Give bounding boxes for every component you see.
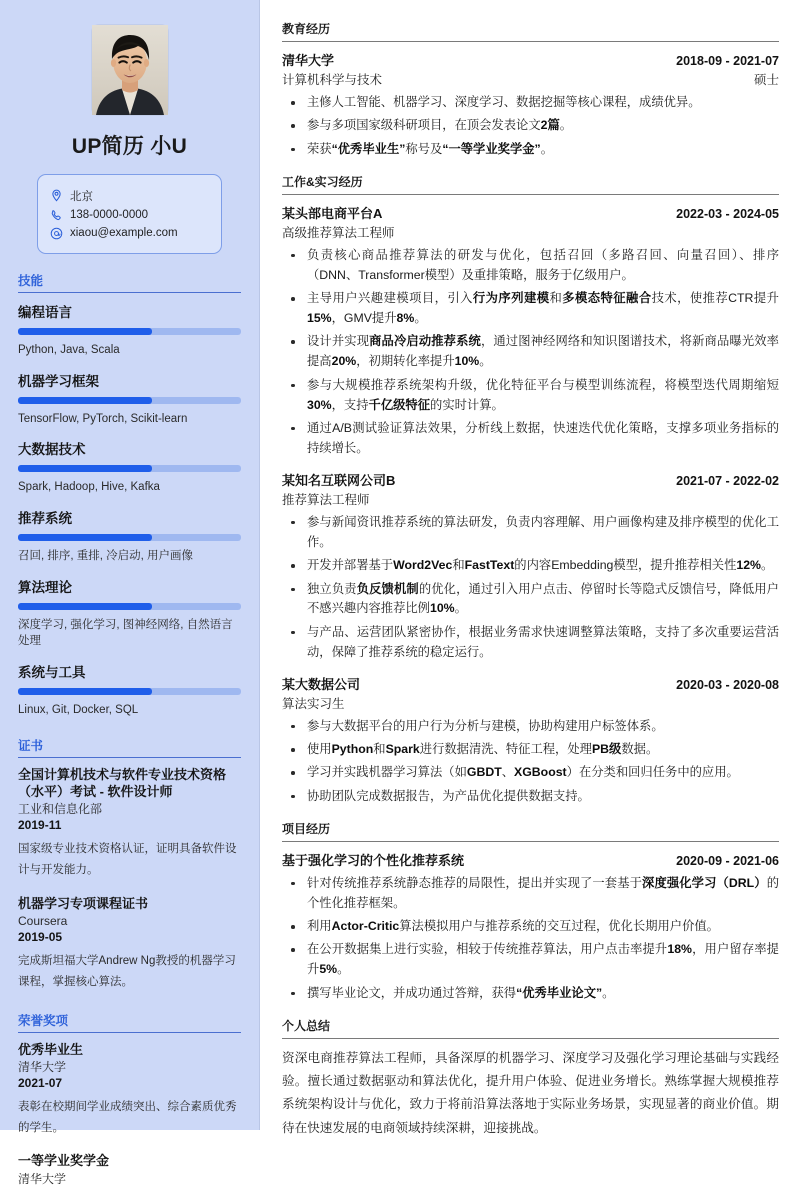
bullet-item: 参与大规模推荐系统架构升级，优化特征平台与模型训练流程，将模型迭代周期缩短30%，支持千亿级特征的实时计算。 bbox=[282, 376, 779, 416]
entry-subheader bbox=[282, 223, 779, 241]
entry-bullets bbox=[282, 93, 779, 160]
skill-bar-fill bbox=[18, 688, 152, 695]
entry-bullets bbox=[282, 513, 779, 663]
skill-item bbox=[18, 301, 241, 359]
skill-items: 深度学习, 强化学习, 图神经网络, 自然语言处理 bbox=[18, 618, 233, 648]
contact-location-value: 北京 bbox=[70, 190, 93, 203]
skill-bar-fill bbox=[18, 603, 152, 610]
work-section bbox=[282, 173, 779, 807]
email-icon bbox=[50, 227, 63, 240]
bullet-item: 参与新闻资讯推荐系统的算法研发，负责内容理解、用户画像构建及排序模型的优化工作。 bbox=[282, 513, 779, 553]
certificate-desc: 国家级专业技术资格认证，证明具备软件设计与开发能力。 bbox=[18, 843, 237, 877]
entry-org: 清华大学 bbox=[282, 53, 335, 68]
certificate-date: 2019-05 bbox=[18, 930, 63, 945]
skill-name: 大数据技术 bbox=[18, 442, 86, 458]
projects-section bbox=[282, 820, 779, 1004]
bullet-item: 负责核心商品推荐算法的研发与优化，包括召回（多路召回、向量召回）、排序（DNN、Transformer模型）及重排策略，服务于亿级用户。 bbox=[282, 246, 779, 286]
skill-bar bbox=[18, 603, 241, 610]
entry-subheader bbox=[282, 694, 779, 712]
skill-bar bbox=[18, 328, 241, 335]
education-heading: 教育经历 bbox=[282, 20, 779, 42]
skill-bar bbox=[18, 397, 241, 404]
entry-header bbox=[282, 850, 779, 869]
certificate-item bbox=[18, 895, 241, 994]
entry-header bbox=[282, 50, 779, 69]
work-entry bbox=[282, 674, 779, 807]
entry-role: 计算机科学与技术 bbox=[282, 73, 383, 87]
bullet-item: 参与大数据平台的用户行为分析与建模，协助构建用户标签体系。 bbox=[282, 717, 779, 737]
profile-name: UP简历 小U bbox=[71, 135, 188, 158]
certificates-heading: 证书 bbox=[18, 736, 241, 758]
certificate-date: 2019-11 bbox=[18, 818, 62, 833]
contact-phone bbox=[50, 206, 209, 224]
skills-list bbox=[18, 301, 241, 719]
bullet-item: 荣获“优秀毕业生”称号及“一等学业奖学金”。 bbox=[282, 140, 779, 160]
awards-section bbox=[18, 1011, 241, 1187]
summary-heading: 个人总结 bbox=[282, 1017, 779, 1039]
work-entry bbox=[282, 203, 779, 459]
skill-item bbox=[18, 438, 241, 496]
entry-header bbox=[282, 470, 779, 489]
skills-section bbox=[18, 271, 241, 719]
bullet-item: 参与多项国家级科研项目，在顶会发表论文2篇。 bbox=[282, 116, 779, 136]
contact-phone-value: 138-0000-0000 bbox=[70, 209, 149, 221]
bullet-item: 针对传统推荐系统静态推荐的局限性，提出并实现了一套基于深度强化学习（DRL）的个性化推荐框架。 bbox=[282, 874, 779, 914]
skill-name: 系统与工具 bbox=[18, 665, 86, 681]
education-section bbox=[282, 20, 779, 160]
contact-location bbox=[50, 185, 209, 206]
sidebar bbox=[0, 0, 259, 1186]
entry-date: 2022-03 - 2024-05 bbox=[676, 206, 779, 221]
entry-org: 某头部电商平台A bbox=[282, 205, 383, 221]
entry-org: 某知名互联网公司B bbox=[282, 472, 396, 488]
certificate-desc: 完成斯坦福大学Andrew Ng教授的机器学习课程，掌握核心算法。 bbox=[18, 955, 236, 989]
bullet-item: 协助团队完成数据报告，为产品优化提供数据支持。 bbox=[282, 787, 779, 807]
skill-name: 编程语言 bbox=[18, 305, 72, 320]
skill-bar bbox=[18, 688, 241, 695]
skills-heading: 技能 bbox=[18, 271, 241, 293]
bullet-item: 使用Python和Spark进行数据清洗、特征工程，处理PB级数据。 bbox=[282, 740, 779, 760]
award-item bbox=[18, 1041, 241, 1140]
skill-bar-fill bbox=[18, 397, 152, 404]
summary-text: 资深电商推荐算法工程师，具备深厚的机器学习、深度学习及强化学习理论基础与实践经验。擅长通过数据驱动和算法优化，提升用户体验、促进业务增长。熟练掌握大规模推荐系统架构设计与优化，致力于将前沿算法落地于实际业务场景，实现显著的商业价值。期待在快速发展的电商领域持续深耕，迎接挑战。 bbox=[282, 1050, 779, 1135]
skill-items: 召回, 排序, 重排, 冷启动, 用户画像 bbox=[18, 550, 194, 563]
entry-header bbox=[282, 674, 779, 693]
contact-card bbox=[37, 174, 222, 254]
entry-org: 基于强化学习的个性化推荐系统 bbox=[282, 852, 465, 868]
award-desc: 表彰在校期间学业成绩突出、综合素质优秀的学生。 bbox=[18, 1100, 237, 1135]
profile-photo bbox=[92, 25, 168, 115]
certificate-org: 工业和信息化部 bbox=[18, 802, 103, 817]
entry-date: 2020-09 - 2021-06 bbox=[676, 853, 779, 868]
skill-items: TensorFlow, PyTorch, Scikit-learn bbox=[18, 412, 188, 425]
entry-role: 推荐算法工程师 bbox=[282, 492, 370, 507]
education-entry bbox=[282, 50, 779, 160]
entry-date: 2018-09 - 2021-07 bbox=[676, 54, 779, 68]
entry-bullets bbox=[282, 717, 779, 807]
entry-degree: 硕士 bbox=[753, 73, 779, 87]
contact-email-value: xiaou@example.com bbox=[70, 227, 178, 239]
summary-section bbox=[282, 1017, 779, 1140]
award-item bbox=[18, 1152, 241, 1186]
entry-org: 某大数据公司 bbox=[282, 676, 361, 692]
entry-header bbox=[282, 203, 779, 222]
entry-subheader bbox=[282, 490, 779, 508]
award-title: 优秀毕业生 bbox=[18, 1041, 84, 1057]
bullet-item: 与产品、运营团队紧密协作，根据业务需求快速调整算法策略，支持了多次重要运营活动，保障了推荐系统的稳定运行。 bbox=[282, 623, 779, 663]
award-org: 清华大学 bbox=[18, 1171, 67, 1186]
awards-heading: 荣誉奖项 bbox=[18, 1011, 241, 1033]
certificate-item bbox=[18, 766, 241, 882]
skill-items: Linux, Git, Docker, SQL bbox=[18, 704, 139, 717]
skill-item bbox=[18, 576, 241, 650]
skill-bar bbox=[18, 465, 241, 472]
photo-container bbox=[18, 25, 241, 115]
bullet-item: 开发并部署基于Word2Vec和FastText的内容Embedding模型，提升推荐相关性12%。 bbox=[282, 556, 779, 576]
bullet-item: 独立负责负反馈机制的优化，通过引入用户点击、停留时长等隐式反馈信号，降低用户不感兴趣内容推荐比例10%。 bbox=[282, 580, 779, 620]
award-org: 清华大学 bbox=[18, 1059, 67, 1074]
entry-subheader bbox=[282, 70, 779, 88]
bullet-item: 学习并实践机器学习算法（如GBDT、XGBoost）在分类和回归任务中的应用。 bbox=[282, 763, 779, 783]
award-title: 一等学业奖学金 bbox=[18, 1153, 110, 1169]
location-icon bbox=[50, 189, 63, 202]
bullet-item: 撰写毕业论文，并成功通过答辩，获得“优秀毕业论文”。 bbox=[282, 984, 779, 1004]
entry-date: 2020-03 - 2020-08 bbox=[676, 677, 779, 692]
certificate-title: 机器学习专项课程证书 bbox=[18, 895, 149, 911]
certificates-section bbox=[18, 736, 241, 994]
work-entry bbox=[282, 470, 779, 663]
bullet-item: 通过A/B测试验证算法效果，分析线上数据，快速迭代优化策略，支撑多项业务指标的持续增长。 bbox=[282, 419, 779, 459]
certificate-title: 全国计算机技术与软件专业技术资格（水平）考试 - 软件设计师 bbox=[18, 766, 227, 799]
award-date: 2021-07 bbox=[18, 1075, 63, 1090]
bullet-item: 在公开数据集上进行实验，相较于传统推荐算法，用户点击率提升18%，用户留存率提升5%。 bbox=[282, 940, 779, 980]
bullet-item: 主修人工智能、机器学习、深度学习、数据挖掘等核心课程，成绩优异。 bbox=[282, 93, 779, 113]
skill-item bbox=[18, 661, 241, 719]
work-heading: 工作&实习经历 bbox=[282, 173, 779, 195]
skill-bar-fill bbox=[18, 465, 152, 472]
skill-item bbox=[18, 370, 241, 428]
skill-items: Python, Java, Scala bbox=[18, 344, 120, 356]
contact-email bbox=[50, 224, 209, 242]
bullet-item: 主导用户兴趣建模项目，引入行为序列建模和多模态特征融合技术，使推荐CTR提升15%，GMV提升8%。 bbox=[282, 289, 779, 329]
skill-bar bbox=[18, 534, 241, 541]
projects-heading: 项目经历 bbox=[282, 820, 779, 842]
certificate-org: Coursera bbox=[18, 913, 68, 928]
skill-name: 推荐系统 bbox=[18, 511, 72, 527]
entry-bullets bbox=[282, 874, 779, 1004]
main-content bbox=[259, 0, 799, 1135]
skill-name: 机器学习框架 bbox=[18, 373, 99, 389]
entry-role: 算法实习生 bbox=[282, 696, 345, 711]
skill-item bbox=[18, 507, 241, 565]
skill-name: 算法理论 bbox=[18, 579, 72, 595]
project-entry bbox=[282, 850, 779, 1004]
bullet-item: 设计并实现商品冷启动推荐系统，通过图神经网络和知识图谱技术，将新商品曝光效率提高20%，初期转化率提升10%。 bbox=[282, 332, 779, 372]
entry-role: 高级推荐算法工程师 bbox=[282, 225, 395, 240]
skill-items: Spark, Hadoop, Hive, Kafka bbox=[18, 481, 160, 494]
skill-bar-fill bbox=[18, 534, 152, 541]
skill-bar-fill bbox=[18, 328, 152, 335]
bullet-item: 利用Actor-Critic算法模拟用户与推荐系统的交互过程，优化长期用户价值。 bbox=[282, 917, 779, 937]
entry-date: 2021-07 - 2022-02 bbox=[676, 473, 779, 488]
entry-bullets bbox=[282, 246, 779, 459]
phone-icon bbox=[50, 209, 63, 222]
